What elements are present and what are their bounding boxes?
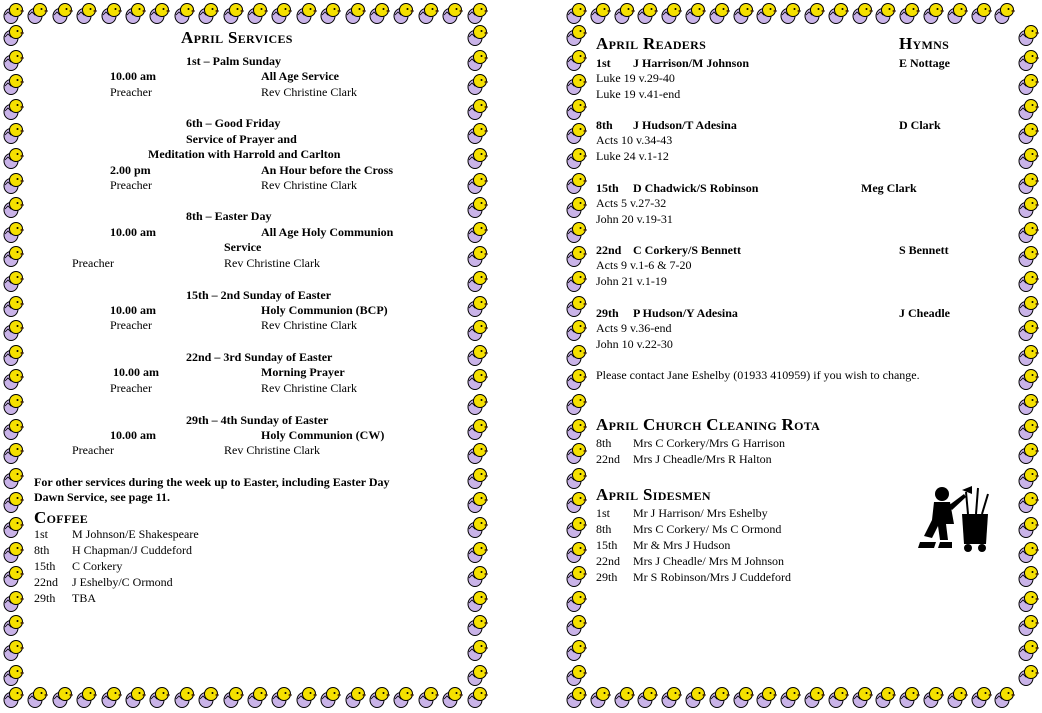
right-page bbox=[596, 30, 976, 690]
chick-icon bbox=[1018, 418, 1040, 440]
chick-icon bbox=[149, 686, 171, 708]
coffee-date: 8th bbox=[34, 543, 50, 557]
chick-icon bbox=[566, 686, 588, 708]
chick-icon bbox=[590, 2, 612, 24]
coffee-name: H Chapman/J Cuddeford bbox=[72, 543, 192, 557]
chick-icon bbox=[467, 565, 489, 587]
chick-icon bbox=[149, 2, 171, 24]
chick-icon bbox=[467, 2, 489, 24]
chick-icon bbox=[3, 565, 25, 587]
chick-icon bbox=[566, 24, 588, 46]
service-2-preacher: Rev Christine Clark bbox=[261, 178, 357, 192]
cleaner-clipart-icon bbox=[916, 480, 1000, 554]
chick-icon bbox=[247, 2, 269, 24]
chick-icon bbox=[1018, 49, 1040, 71]
chick-icon bbox=[566, 639, 588, 661]
chick-icon bbox=[467, 467, 489, 489]
chick-icon bbox=[756, 2, 778, 24]
coffee-name: M Johnson/E Shakespeare bbox=[72, 527, 199, 541]
reading: Acts 9 v.1-6 & 7-20 bbox=[596, 258, 692, 272]
chick-icon bbox=[566, 516, 588, 538]
sidesmen-names: Mr & Mrs J Hudson bbox=[633, 538, 731, 552]
chick-icon bbox=[566, 221, 588, 243]
chick-icon bbox=[418, 686, 440, 708]
chick-icon bbox=[467, 122, 489, 144]
chick-icon bbox=[1018, 98, 1040, 120]
chick-icon bbox=[1018, 467, 1040, 489]
service-3-time: 10.00 am bbox=[110, 225, 156, 239]
chick-icon bbox=[3, 221, 25, 243]
chick-icon bbox=[442, 686, 464, 708]
chick-icon bbox=[566, 98, 588, 120]
service-2-preacher-label: Preacher bbox=[110, 178, 152, 192]
chick-icon bbox=[467, 442, 489, 464]
coffee-date: 15th bbox=[34, 559, 56, 573]
chick-icon bbox=[566, 245, 588, 267]
chick-icon bbox=[467, 639, 489, 661]
service-4-name: Holy Communion (BCP) bbox=[261, 303, 388, 317]
chick-icon bbox=[566, 344, 588, 366]
reading: Acts 9 v.36-end bbox=[596, 321, 672, 335]
chick-icon bbox=[101, 2, 123, 24]
chick-icon bbox=[296, 686, 318, 708]
chick-icon bbox=[3, 614, 25, 636]
sidesmen-date: 29th bbox=[596, 570, 618, 584]
chick-icon bbox=[296, 2, 318, 24]
chick-icon bbox=[971, 2, 993, 24]
chick-icon bbox=[52, 2, 74, 24]
chick-icon bbox=[467, 686, 489, 708]
chick-icon bbox=[1018, 196, 1040, 218]
sidesmen-names: Mrs J Cheadle/ Mrs M Johnson bbox=[633, 554, 785, 568]
chick-icon bbox=[27, 686, 49, 708]
chick-icon bbox=[566, 73, 588, 95]
chick-icon bbox=[3, 49, 25, 71]
chick-icon bbox=[566, 172, 588, 194]
reader-names: P Hudson/Y Adesina bbox=[633, 306, 738, 320]
chick-icon bbox=[661, 2, 683, 24]
chick-icon bbox=[369, 686, 391, 708]
chick-icon bbox=[3, 295, 25, 317]
chick-icon bbox=[3, 319, 25, 341]
service-1-name: All Age Service bbox=[261, 69, 339, 83]
chick-icon bbox=[3, 590, 25, 612]
chick-icon bbox=[3, 664, 25, 686]
chick-icon bbox=[3, 73, 25, 95]
chick-icon bbox=[223, 2, 245, 24]
chick-icon bbox=[1018, 516, 1040, 538]
chick-icon bbox=[3, 98, 25, 120]
chick-icon bbox=[467, 196, 489, 218]
reading: John 20 v.19-31 bbox=[596, 212, 673, 226]
reader-date: 22nd bbox=[596, 243, 622, 257]
reader-date: 29th bbox=[596, 306, 619, 320]
chick-icon bbox=[566, 467, 588, 489]
sidesmen-names: Mrs C Corkery/ Ms C Ormond bbox=[633, 522, 782, 536]
reading: Acts 5 v.27-32 bbox=[596, 196, 667, 210]
chick-icon bbox=[1018, 344, 1040, 366]
reader-date: 8th bbox=[596, 118, 613, 132]
chick-icon bbox=[76, 2, 98, 24]
chick-icon bbox=[467, 393, 489, 415]
service-2-name: An Hour before the Cross bbox=[261, 163, 393, 177]
chick-icon bbox=[566, 122, 588, 144]
hymns-name: D Clark bbox=[899, 118, 941, 132]
coffee-name: J Eshelby/C Ormond bbox=[72, 575, 173, 589]
chick-icon bbox=[3, 2, 25, 24]
hymns-heading: Hymns bbox=[899, 34, 950, 53]
chick-icon bbox=[566, 491, 588, 513]
chick-icon bbox=[198, 686, 220, 708]
chick-icon bbox=[566, 442, 588, 464]
coffee-heading: Coffee bbox=[34, 508, 89, 527]
service-4-title: 15th – 2nd Sunday of Easter bbox=[186, 288, 332, 302]
chick-icon bbox=[467, 245, 489, 267]
chick-icon bbox=[566, 368, 588, 390]
chick-icon bbox=[1018, 221, 1040, 243]
other-services-note-2: Dawn Service, see page 11. bbox=[34, 490, 170, 504]
cleaning-date: 22nd bbox=[596, 452, 620, 466]
service-1-preacher: Rev Christine Clark bbox=[261, 85, 357, 99]
chick-icon bbox=[3, 270, 25, 292]
chick-icon bbox=[467, 73, 489, 95]
chick-icon bbox=[994, 2, 1016, 24]
chick-icon bbox=[1018, 270, 1040, 292]
chick-icon bbox=[442, 2, 464, 24]
chick-icon bbox=[467, 344, 489, 366]
chick-icon bbox=[467, 614, 489, 636]
other-services-note-1: For other services during the week up to Easter, including Easter Day bbox=[34, 475, 390, 489]
chick-icon bbox=[566, 664, 588, 686]
chick-icon bbox=[174, 686, 196, 708]
chick-icon bbox=[467, 221, 489, 243]
chick-icon bbox=[566, 565, 588, 587]
chick-icon bbox=[52, 686, 74, 708]
chick-icon bbox=[852, 2, 874, 24]
reading: Luke 19 v.29-40 bbox=[596, 71, 675, 85]
sidesmen-date: 15th bbox=[596, 538, 618, 552]
sidesmen-date: 1st bbox=[596, 506, 611, 520]
chick-icon bbox=[467, 24, 489, 46]
chick-icon bbox=[566, 614, 588, 636]
hymns-name: S Bennett bbox=[899, 243, 949, 257]
sidesmen-date: 8th bbox=[596, 522, 612, 536]
chick-icon bbox=[3, 541, 25, 563]
chick-icon bbox=[566, 270, 588, 292]
chick-icon bbox=[198, 2, 220, 24]
chick-icon bbox=[923, 2, 945, 24]
hymns-name: E Nottage bbox=[899, 56, 950, 70]
service-6-time: 10.00 am bbox=[110, 428, 156, 442]
service-6-name: Holy Communion (CW) bbox=[261, 428, 385, 442]
chick-icon bbox=[174, 2, 196, 24]
chick-icon bbox=[3, 344, 25, 366]
chick-icon bbox=[685, 2, 707, 24]
chick-icon bbox=[709, 2, 731, 24]
chick-icon bbox=[76, 686, 98, 708]
service-5-name: Morning Prayer bbox=[261, 365, 345, 379]
cleaning-date: 8th bbox=[596, 436, 612, 450]
chick-icon bbox=[3, 686, 25, 708]
chick-icon bbox=[3, 516, 25, 538]
chick-icon bbox=[1018, 664, 1040, 686]
coffee-date: 29th bbox=[34, 591, 56, 605]
chick-icon bbox=[1018, 122, 1040, 144]
chick-icon bbox=[1018, 590, 1040, 612]
chick-icon bbox=[614, 2, 636, 24]
chick-icon bbox=[566, 49, 588, 71]
chick-icon bbox=[320, 686, 342, 708]
contact-note: Please contact Jane Eshelby (01933 410959) if you wish to change. bbox=[596, 368, 920, 382]
chick-icon bbox=[467, 368, 489, 390]
chick-icon bbox=[994, 686, 1016, 708]
chick-icon bbox=[3, 245, 25, 267]
chick-icon bbox=[3, 368, 25, 390]
reader-date: 15th bbox=[596, 181, 619, 195]
chick-icon bbox=[1018, 73, 1040, 95]
chick-icon bbox=[875, 2, 897, 24]
chick-icon bbox=[566, 147, 588, 169]
coffee-date: 22nd bbox=[34, 575, 58, 589]
service-6-title: 29th – 4th Sunday of Easter bbox=[186, 413, 329, 427]
service-2-title: 6th – Good Friday bbox=[186, 116, 281, 130]
service-2-sub-1: Service of Prayer and bbox=[186, 132, 297, 146]
chick-icon bbox=[1018, 541, 1040, 563]
chick-icon bbox=[1018, 442, 1040, 464]
service-3-name-cont: Service bbox=[224, 240, 262, 254]
chick-icon bbox=[467, 491, 489, 513]
service-1-time: 10.00 am bbox=[110, 69, 156, 83]
service-3-name: All Age Holy Communion bbox=[261, 225, 394, 239]
sidesmen-names: Mr S Robinson/Mrs J Cuddeford bbox=[633, 570, 792, 584]
chick-icon bbox=[418, 2, 440, 24]
chick-icon bbox=[369, 2, 391, 24]
services-heading: April Services bbox=[181, 28, 293, 47]
chick-icon bbox=[3, 418, 25, 440]
cleaning-names: Mrs J Cheadle/Mrs R Halton bbox=[633, 452, 772, 466]
service-5-preacher: Rev Christine Clark bbox=[261, 381, 357, 395]
chick-icon bbox=[467, 172, 489, 194]
chick-icon bbox=[125, 2, 147, 24]
chick-icon bbox=[637, 2, 659, 24]
chick-icon bbox=[3, 491, 25, 513]
chick-icon bbox=[1018, 245, 1040, 267]
chick-icon bbox=[467, 295, 489, 317]
chick-icon bbox=[271, 2, 293, 24]
service-1-preacher-label: Preacher bbox=[110, 85, 152, 99]
chick-icon bbox=[1018, 639, 1040, 661]
reader-names: D Chadwick/S Robinson bbox=[633, 181, 759, 195]
service-5-time: 10.00 am bbox=[113, 365, 159, 379]
service-5-title: 22nd – 3rd Sunday of Easter bbox=[186, 350, 333, 364]
chick-icon bbox=[1018, 565, 1040, 587]
chick-icon bbox=[3, 172, 25, 194]
chick-icon bbox=[947, 2, 969, 24]
service-2-sub-2: Meditation with Harrold and Carlton bbox=[148, 147, 341, 161]
service-1-title: 1st – Palm Sunday bbox=[186, 54, 282, 68]
chick-icon bbox=[467, 516, 489, 538]
chick-icon bbox=[27, 2, 49, 24]
reading: John 10 v.22-30 bbox=[596, 337, 673, 351]
coffee-name: C Corkery bbox=[72, 559, 123, 573]
chick-icon bbox=[566, 2, 588, 24]
chick-icon bbox=[467, 49, 489, 71]
chick-icon bbox=[1018, 295, 1040, 317]
chick-icon bbox=[271, 686, 293, 708]
chick-icon bbox=[566, 393, 588, 415]
reading: John 21 v.1-19 bbox=[596, 274, 667, 288]
chick-icon bbox=[3, 467, 25, 489]
cleaning-names: Mrs C Corkery/Mrs G Harrison bbox=[633, 436, 785, 450]
readers-heading: April Readers bbox=[596, 34, 707, 53]
chick-icon bbox=[566, 418, 588, 440]
chick-icon bbox=[467, 418, 489, 440]
sidesmen-names: Mr J Harrison/ Mrs Eshelby bbox=[633, 506, 768, 520]
cleaning-heading: April Church Cleaning Rota bbox=[596, 415, 821, 434]
chick-icon bbox=[467, 319, 489, 341]
coffee-date: 1st bbox=[34, 527, 49, 541]
left-page bbox=[33, 24, 463, 684]
chick-icon bbox=[566, 541, 588, 563]
service-6-preacher-label: Preacher bbox=[72, 443, 114, 457]
chick-icon bbox=[566, 295, 588, 317]
chick-icon bbox=[1018, 491, 1040, 513]
chick-icon bbox=[1018, 319, 1040, 341]
chick-icon bbox=[3, 147, 25, 169]
reader-names: J Hudson/T Adesina bbox=[633, 118, 737, 132]
chick-icon bbox=[3, 122, 25, 144]
chick-icon bbox=[733, 2, 755, 24]
chick-icon bbox=[223, 686, 245, 708]
chick-icon bbox=[345, 2, 367, 24]
reader-names: J Harrison/M Johnson bbox=[633, 56, 750, 70]
chick-icon bbox=[467, 590, 489, 612]
chick-icon bbox=[3, 639, 25, 661]
chick-icon bbox=[467, 270, 489, 292]
chick-icon bbox=[1018, 24, 1040, 46]
reading: Acts 10 v.34-43 bbox=[596, 133, 673, 147]
service-4-time: 10.00 am bbox=[110, 303, 156, 317]
service-3-preacher: Rev Christine Clark bbox=[224, 256, 320, 270]
reading: Luke 19 v.41-end bbox=[596, 87, 681, 101]
chick-icon bbox=[320, 2, 342, 24]
service-5-preacher-label: Preacher bbox=[110, 381, 152, 395]
chick-icon bbox=[3, 393, 25, 415]
service-3-preacher-label: Preacher bbox=[72, 256, 114, 270]
service-4-preacher: Rev Christine Clark bbox=[261, 318, 357, 332]
chick-icon bbox=[3, 442, 25, 464]
chick-icon bbox=[101, 686, 123, 708]
chick-icon bbox=[566, 319, 588, 341]
coffee-name: TBA bbox=[72, 591, 96, 605]
chick-icon bbox=[780, 2, 802, 24]
chick-icon bbox=[393, 686, 415, 708]
chick-icon bbox=[899, 2, 921, 24]
service-6-preacher: Rev Christine Clark bbox=[224, 443, 320, 457]
reading: Luke 24 v.1-12 bbox=[596, 149, 669, 163]
hymns-name: J Cheadle bbox=[899, 306, 950, 320]
chick-icon bbox=[566, 590, 588, 612]
chick-icon bbox=[3, 196, 25, 218]
chick-icon bbox=[1018, 614, 1040, 636]
chick-icon bbox=[1018, 147, 1040, 169]
chick-icon bbox=[467, 541, 489, 563]
chick-icon bbox=[1018, 172, 1040, 194]
chick-icon bbox=[247, 686, 269, 708]
chick-icon bbox=[1018, 368, 1040, 390]
sidesmen-date: 22nd bbox=[596, 554, 620, 568]
service-4-preacher-label: Preacher bbox=[110, 318, 152, 332]
chick-icon bbox=[3, 24, 25, 46]
chick-icon bbox=[467, 98, 489, 120]
chick-icon bbox=[828, 2, 850, 24]
sidesmen-heading: April Sidesmen bbox=[596, 485, 711, 504]
hymns-name: Meg Clark bbox=[861, 181, 917, 195]
chick-icon bbox=[345, 686, 367, 708]
chick-icon bbox=[566, 196, 588, 218]
chick-icon bbox=[804, 2, 826, 24]
reader-names: C Corkery/S Bennett bbox=[633, 243, 741, 257]
reader-date: 1st bbox=[596, 56, 611, 70]
chick-icon bbox=[467, 147, 489, 169]
chick-icon bbox=[467, 664, 489, 686]
chick-icon bbox=[125, 686, 147, 708]
chick-icon bbox=[393, 2, 415, 24]
service-2-time: 2.00 pm bbox=[110, 163, 151, 177]
chick-icon bbox=[1018, 393, 1040, 415]
service-3-title: 8th – Easter Day bbox=[186, 209, 272, 223]
